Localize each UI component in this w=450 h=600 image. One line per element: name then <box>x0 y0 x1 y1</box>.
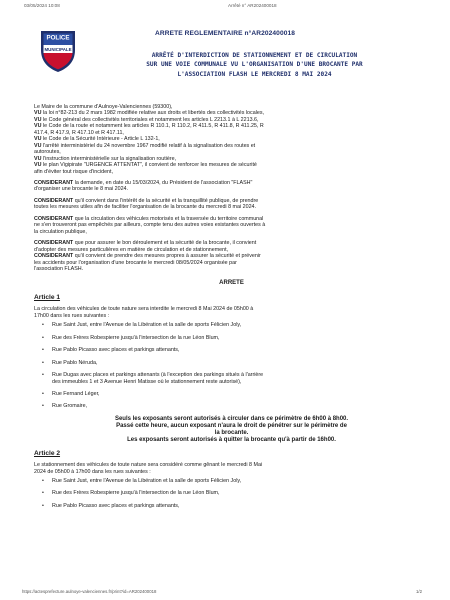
note-line: Seuls les exposants seront autorisés à circuler dans ce périmètre de 6h00 à 8h00. <box>114 415 349 422</box>
vu-label: VU <box>34 110 42 117</box>
badge-bottom-text: MUNICIPALE <box>44 47 72 52</box>
considerant-text: que pour assurer le bon déroulement et la sécurité de la brocante, il convient <box>74 240 257 247</box>
note-line: Les exposants seront autorisés à quitter la brocante qu'à partir de 16h00. <box>127 437 336 444</box>
considerant-label: CONSIDERANT <box>34 240 74 247</box>
page-number: 1/2 <box>416 589 422 594</box>
vu-label: VU <box>34 123 42 130</box>
footer-url: https://actesprefecture.aulnoye-valenciennes.fr/print?id=AR202400018 <box>22 589 157 594</box>
subtitle-line: SUR UNE VOIE COMMUNALE VU L'ORGANISATION D'UNE BROCANTE PAR <box>146 61 363 69</box>
vu-section <box>34 110 429 175</box>
vu-text: le Code de la route et notamment les articles R 110.1, R 110.2, R 411.5, R 411.8, R 411.25, R <box>42 123 264 130</box>
considerant-clause <box>34 240 429 253</box>
vu-text: l'instruction interministérielle sur la signalisation routière, <box>42 155 177 162</box>
vu-label: VU <box>34 162 42 169</box>
vu-label: VU <box>34 116 42 123</box>
considerant-text-continued: la circulation publique, <box>34 228 87 235</box>
considerant-clause <box>34 180 429 193</box>
article-1-intro-continued: 17h00 dans les rues suivantes : <box>34 312 110 319</box>
vu-clause <box>34 162 429 175</box>
considerant-clause <box>34 198 429 211</box>
street-item: • Rue Fernand Léger, <box>42 391 429 397</box>
street-item: • Rue Saint Just, entre l'Avenue de la Libération et la salle de sports Félicien Joly, <box>42 322 429 328</box>
vu-label: VU <box>34 142 42 149</box>
subtitle-line: ARRÊTÉ D'INTERDICTION DE STATIONNEMENT ET DE CIRCULATION <box>151 52 358 59</box>
considerant-label: CONSIDERANT <box>34 253 74 260</box>
intro-paragraph: Le Maire de la commune d'Aulnoye-Valenciennes (59300), <box>34 104 173 110</box>
considerant-label: CONSIDERANT <box>34 179 74 186</box>
note-line: la brocante. <box>214 430 249 437</box>
considerant-text-continued: d'organiser une brocante le 8 mai 2024. <box>34 186 129 193</box>
considerant-text: qu'il convient dans l'intérêt de la sécurité et la tranquillité publique, de prendre <box>74 197 259 204</box>
street-text-continued: des immeubles 1 et 3 Avenue Henri Matisse où le stationnement reste autorisé), <box>52 378 242 385</box>
considerant-text-continued: l'association FLASH. <box>34 265 84 272</box>
vu-text-continued: autoroutes, <box>34 149 61 156</box>
article-2-intro-continued: 2024 de 05h00 à 17h00 dans les rues suivantes : <box>34 468 151 475</box>
vu-text: le Code général des collectivités territoriales et notamment les articles L 2213.1 à L 2213.6, <box>42 116 259 123</box>
vu-text: l'arrêté interministériel du 24 novembre 1967 modifié relatif à la signalisation des routes et <box>42 142 256 149</box>
vu-text-continued: 417.4, R 417.9, R 417.10 et R 417.11, <box>34 129 124 136</box>
considerant-text: que la circulation des véhicules motorisés et la traversée du territoire communal <box>74 215 264 222</box>
article-2-street-list <box>34 478 429 509</box>
subtitle-line: L'ASSOCIATION FLASH LE MERCREDI 8 MAI 2024 <box>177 70 332 78</box>
street-text: Rue Dugas avec places et parkings attenants (à l'exception des parkings situés à l'arrière <box>52 372 264 379</box>
print-datetime: 03/05/2024 10:08 <box>24 3 60 8</box>
considerant-clause <box>34 253 429 272</box>
vu-text: le Code de la Sécurité Intérieure - Article L 132-1, <box>42 136 160 143</box>
considerant-text-continued: d'adopter des mesures particulières en matière de circulation et de stationnement, <box>34 246 229 253</box>
note-line: Passé cette heure, aucun exposant n'aura le droit de pénétrer sur le périmètre de <box>116 423 347 430</box>
street-item: • Rue Pablo Picasso avec places et parkings attenants, <box>42 347 429 353</box>
document-subtitle <box>92 51 417 79</box>
considerant-text: qu'il convient de prendre des mesures propres à assurer la sécurité et prévenir <box>74 253 261 260</box>
article-2-intro: Le stationnement des véhicules de toute nature sera considéré comme gênant le mercredi 8 Mai <box>34 462 263 469</box>
vu-text: le plan Vigipirate "URGENCE ATTENTAT", il convient de renforcer les mesures de sécurité <box>42 162 257 169</box>
street-item: • Rue Saint Just, entre l'Avenue de la Libération et la salle de sports Félicien Joly, <box>42 478 429 484</box>
street-item: • Rue des Frères Robespierre jusqu'à l'intersection de la rue Léon Blum, <box>42 335 429 341</box>
considerant-clause <box>34 216 429 235</box>
vu-text: la loi n°82-213 du 2 mars 1982 modifiée relative aux droits et libertés des collectivités locales, <box>42 110 264 117</box>
article-2-heading: Article 2 <box>34 449 61 457</box>
considerant-text-continued: toutes les mesures utiles afin de faciliter l'organisation de la brocante du mercredi 8 mai 2024. <box>34 204 257 211</box>
street-item: • Rue Gromaire, <box>42 403 429 409</box>
badge-top-text: POLICE <box>46 34 70 42</box>
vu-clause <box>34 123 429 136</box>
considerant-label: CONSIDERANT <box>34 215 74 222</box>
street-item: • Rue Pablo Picasso avec places et parkings attenants, <box>42 503 429 509</box>
article-1-intro: La circulation des véhicules de toute nature sera interdite le mercredi 8 Mai 2024 de 05h00 à <box>34 306 254 313</box>
document-body <box>34 104 429 515</box>
arrete-heading: ARRETE <box>219 280 244 287</box>
vu-label: VU <box>34 155 42 162</box>
street-item <box>42 372 429 385</box>
vu-clause <box>34 143 429 156</box>
vu-text-continued: afin d'éviter tout risque d'incident, <box>34 168 113 175</box>
considerant-text: la demande, en date du 15/03/2024, du Président de l'association "FLASH" <box>74 179 253 186</box>
article-1-heading: Article 1 <box>34 293 61 301</box>
street-item: • Rue des Frères Robespierre jusqu'à l'intersection de la rue Léon Blum, <box>42 490 429 496</box>
vu-label: VU <box>34 136 42 143</box>
document-reference: Arrêté n° AR202400018 <box>228 3 277 8</box>
article-1-street-list <box>34 322 429 410</box>
document-title: ARRETE REGLEMENTAIRE n°AR202400018 <box>154 30 296 37</box>
exhibitor-note <box>34 416 429 445</box>
considerant-text-continued: ne s'en trouveront pas empêchés par ailleurs, compte tenu des autres voies existantes ouvertes à <box>34 222 266 229</box>
street-item: • Rue Pablo Néruda, <box>42 360 429 366</box>
considerant-text-continued: les accidents pour l'organisation d'une brocante le mercredi 08/05/2024 organisée par <box>34 259 237 266</box>
considerant-label: CONSIDERANT <box>34 197 74 204</box>
